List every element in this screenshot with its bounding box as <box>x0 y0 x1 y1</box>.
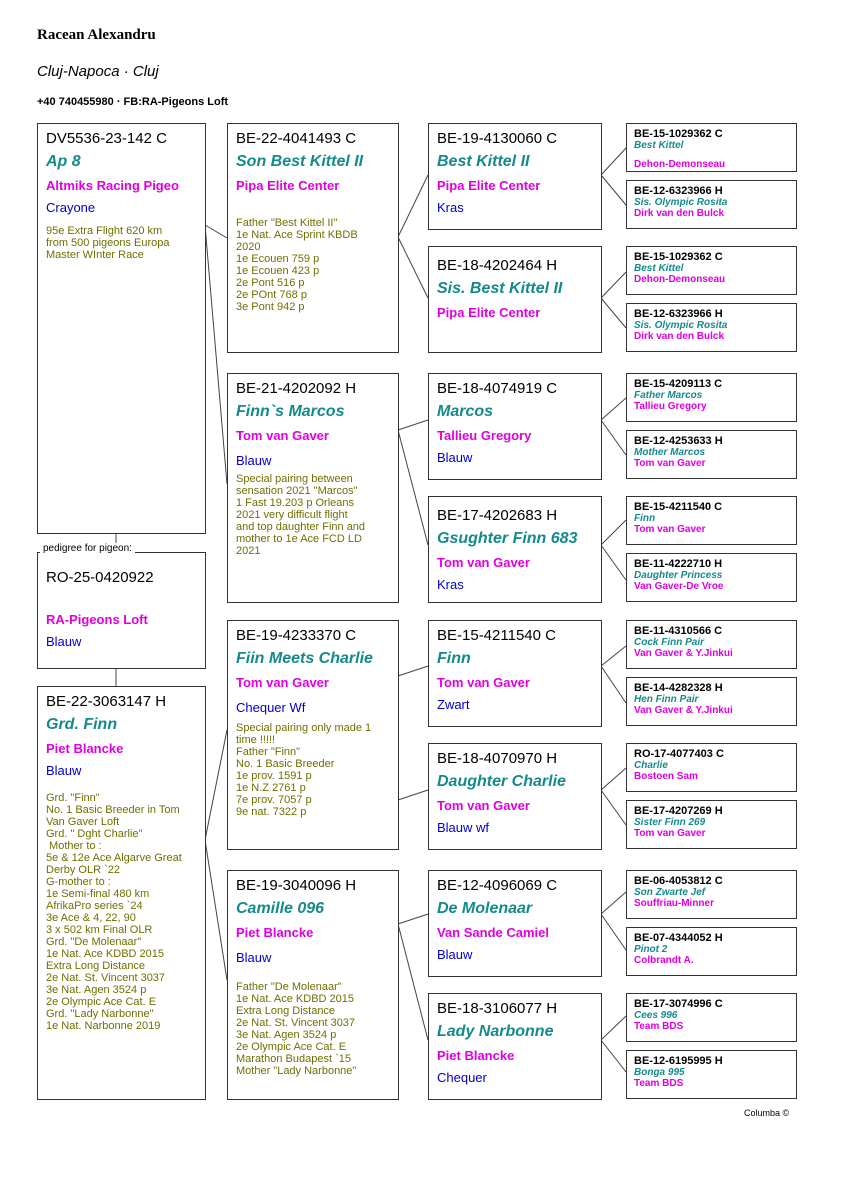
ggp-color: Kras <box>437 577 464 592</box>
grandparent-ring: BE-19-3040096 H <box>236 877 357 894</box>
gggp-name: Best Kittel <box>634 140 684 151</box>
gggp-ring: BE-15-4209113 C <box>634 378 723 390</box>
grandparent-card[interactable] <box>227 620 399 850</box>
great-grandparent-card[interactable] <box>428 496 602 603</box>
grandparent-color: Blauw <box>236 950 272 965</box>
gggp-card[interactable] <box>626 246 797 295</box>
gggp-ring: BE-11-4222710 H <box>634 558 723 570</box>
gggp-name: Sis. Olympic Rosita <box>634 197 728 208</box>
sire-color: Crayone <box>46 200 96 215</box>
gggp-ring: BE-07-4344052 H <box>634 932 723 944</box>
ggp-ring: BE-19-4130060 C <box>437 130 558 147</box>
gggp-card[interactable] <box>626 123 797 172</box>
gggp-name: Mother Marcos <box>634 447 706 458</box>
gggp-breeder: Dehon-Demonseau <box>634 159 726 170</box>
grandparent-ring: BE-22-4041493 C <box>236 130 357 147</box>
ggp-breeder: Van Sande Camiel <box>437 925 549 940</box>
grandparent-breeder: Pipa Elite Center <box>236 178 340 193</box>
ggp-ring: BE-18-3106077 H <box>437 1000 558 1017</box>
ggp-ring: BE-17-4202683 H <box>437 507 558 524</box>
grandparent-notes: Special pairing only made 1 time !!!!! Father "Finn" No. 1 Basic Breeder 1e prov. 1591 p 1e N.Z 2761 p 7e prov. 7057 p 9e nat. 7322 p <box>236 722 372 818</box>
gggp-breeder: Team BDS <box>634 1078 684 1089</box>
grandparent-ring: BE-21-4202092 H <box>236 380 357 397</box>
ggp-ring: BE-15-4211540 C <box>437 627 556 644</box>
ggp-breeder: Pipa Elite Center <box>437 305 541 320</box>
gggp-breeder: Van Gaver & Y.Jinkui <box>634 648 733 659</box>
sire-ring: DV5536-23-142 C <box>46 130 167 147</box>
ggp-color: Kras <box>437 200 464 215</box>
gggp-breeder: Team BDS <box>634 1021 684 1032</box>
dam-card[interactable] <box>37 686 206 1100</box>
owner-location: Cluj-Napoca · Cluj <box>37 63 159 80</box>
ggp-name: Gsughter Finn 683 <box>437 530 578 547</box>
great-grandparent-card[interactable] <box>428 743 602 850</box>
pedigree-label: pedigree for pigeon: <box>40 543 135 554</box>
sire-card[interactable] <box>37 123 206 534</box>
sire-breeder: Altmiks Racing Pigeo <box>46 178 179 193</box>
dam-color: Blauw <box>46 763 82 778</box>
grandparent-name: Son Best Kittel II <box>236 153 364 170</box>
subject-ring: RO-25-0420922 <box>46 569 154 586</box>
ggp-name: Finn <box>437 650 471 667</box>
gggp-breeder: Souffriau-Minner <box>634 898 714 909</box>
ggp-breeder: Tom van Gaver <box>437 675 530 690</box>
ggp-name: De Molenaar <box>437 900 533 917</box>
gggp-name: Cock Finn Pair <box>634 637 705 648</box>
grandparent-name: Fiin Meets Charlie <box>236 650 373 667</box>
owner-name: Racean Alexandru <box>37 27 156 43</box>
gggp-card[interactable] <box>626 927 797 976</box>
gggp-ring: BE-17-4207269 H <box>634 805 723 817</box>
gggp-ring: BE-12-6323966 H <box>634 185 723 197</box>
ggp-name: Lady Narbonne <box>437 1023 554 1040</box>
great-grandparent-card[interactable] <box>428 246 602 353</box>
gggp-breeder: Dirk van den Bulck <box>634 208 725 219</box>
dam-ring: BE-22-3063147 H <box>46 693 167 710</box>
ggp-name: Marcos <box>437 403 494 420</box>
ggp-color: Blauw <box>437 947 473 962</box>
gggp-card[interactable] <box>626 373 797 422</box>
ggp-ring: BE-18-4074919 C <box>437 380 558 397</box>
sire-name: Ap 8 <box>46 153 81 170</box>
dam-name: Grd. Finn <box>46 716 118 733</box>
gggp-breeder: Colbrandt A. <box>634 955 694 966</box>
dam-notes: Grd. "Finn" No. 1 Basic Breeder in Tom Van Gaver Loft Grd. " Dght Charlie" Mother to : 5e & 12e Ace Algarve Great Derby OLR `22 G-mother to : 1e Semi-final 480 km AfrikaPro series `24 3e Ace & 4, 22, 90 3 x 502 km Final OLR Grd. "De Molenaar" 1e Nat. Ace KDBD 2015 Extra Long Distance 2e Nat. St. Vincent 3037 3e Nat. Agen 3524 p 2e Olympic Ace Cat. E Grd. "Lady Narbonne" 1e Nat. Narbonne 2019 <box>46 792 182 1032</box>
ggp-ring: BE-18-4202464 H <box>437 257 558 274</box>
gggp-ring: BE-15-4211540 C <box>634 501 723 513</box>
great-grandparent-card[interactable] <box>428 993 602 1100</box>
gggp-breeder: Bostoen Sam <box>634 771 698 782</box>
great-grandparent-card[interactable] <box>428 123 602 230</box>
grandparent-breeder: Piet Blancke <box>236 925 314 940</box>
gggp-name: Daughter Princess <box>634 570 723 581</box>
gggp-breeder: Dehon-Demonseau <box>634 274 726 285</box>
ggp-ring: BE-18-4070970 H <box>437 750 558 767</box>
gggp-ring: BE-12-4253633 H <box>634 435 723 447</box>
gggp-card[interactable] <box>626 180 797 229</box>
gggp-card[interactable] <box>626 870 797 919</box>
gggp-card[interactable] <box>626 993 797 1042</box>
gggp-card[interactable] <box>626 553 797 602</box>
grandparent-breeder: Tom van Gaver <box>236 675 329 690</box>
gggp-card[interactable] <box>626 1050 797 1099</box>
gggp-name: Best Kittel <box>634 263 684 274</box>
grandparent-notes: Father "Best Kittel II" 1e Nat. Ace Sprint KBDB 2020 1e Ecouen 759 p 1e Ecouen 423 p 2e Pont 516 p 2e POnt 768 p 3e Pont 942 p <box>236 217 358 313</box>
gggp-name: Bonga 995 <box>634 1067 685 1078</box>
gggp-ring: BE-15-1029362 C <box>634 128 723 140</box>
ggp-breeder: Tom van Gaver <box>437 798 530 813</box>
ggp-color: Blauw wf <box>437 820 490 835</box>
gggp-ring: BE-17-3074996 C <box>634 998 723 1010</box>
gggp-breeder: Dirk van den Bulck <box>634 331 725 342</box>
gggp-name: Finn <box>634 513 656 524</box>
subject-breeder: RA-Pigeons Loft <box>46 612 148 627</box>
grandparent-color: Chequer Wf <box>236 700 306 715</box>
gggp-name: Hen Finn Pair <box>634 694 699 705</box>
great-grandparent-card[interactable] <box>428 373 602 480</box>
grandparent-ring: BE-19-4233370 C <box>236 627 357 644</box>
ggp-breeder: Tallieu Gregory <box>437 428 532 443</box>
gggp-ring: BE-15-1029362 C <box>634 251 723 263</box>
gggp-ring: RO-17-4077403 C <box>634 748 724 760</box>
gggp-name: Sister Finn 269 <box>634 817 706 828</box>
grandparent-name: Camille 096 <box>236 900 325 917</box>
gggp-name: Charlie <box>634 760 668 771</box>
gggp-name: Sis. Olympic Rosita <box>634 320 728 331</box>
gggp-card[interactable] <box>626 430 797 479</box>
ggp-breeder: Piet Blancke <box>437 1048 515 1063</box>
gggp-breeder: Tom van Gaver <box>634 458 706 469</box>
grandparent-notes: Special pairing between sensation 2021 "Marcos" 1 Fast 19.203 p Orleans 2021 very difficult flight and top daughter Finn and mother to 1e Ace FCD LD 2021 <box>236 473 366 557</box>
gggp-name: Son Zwarte Jef <box>634 887 706 898</box>
footer-credit: Columba © <box>744 1108 790 1118</box>
gggp-breeder: Tallieu Gregory <box>634 401 707 412</box>
ggp-name: Best Kittel II <box>437 153 530 170</box>
owner-contact: +40 740455980 · FB:RA-Pigeons Loft <box>37 96 229 108</box>
gggp-breeder: Van Gaver-De Vroe <box>634 581 724 592</box>
great-grandparent-card[interactable] <box>428 870 602 977</box>
gggp-name: Father Marcos <box>634 390 703 401</box>
gggp-card[interactable] <box>626 677 797 726</box>
gggp-card[interactable] <box>626 303 797 352</box>
gggp-card[interactable] <box>626 620 797 669</box>
ggp-breeder: Tom van Gaver <box>437 555 530 570</box>
grandparent-card[interactable] <box>227 870 399 1100</box>
ggp-color: Chequer <box>437 1070 487 1085</box>
grandparent-card[interactable] <box>227 123 399 353</box>
ggp-color: Zwart <box>437 697 470 712</box>
subject-color: Blauw <box>46 634 82 649</box>
ggp-name: Daughter Charlie <box>437 773 566 790</box>
gggp-card[interactable] <box>626 800 797 849</box>
gggp-ring: BE-12-6195995 H <box>634 1055 723 1067</box>
subject-card[interactable] <box>37 552 206 669</box>
grandparent-color: Blauw <box>236 453 272 468</box>
gggp-ring: BE-06-4053812 C <box>634 875 723 887</box>
gggp-name: Cees 996 <box>634 1010 678 1021</box>
ggp-breeder: Pipa Elite Center <box>437 178 541 193</box>
gggp-card[interactable] <box>626 743 797 792</box>
ggp-color: Blauw <box>437 450 473 465</box>
gggp-breeder: Tom van Gaver <box>634 828 706 839</box>
ggp-name: Sis. Best Kittel II <box>437 280 563 297</box>
grandparent-card[interactable] <box>227 373 399 603</box>
gggp-card[interactable] <box>626 496 797 545</box>
ggp-ring: BE-12-4096069 C <box>437 877 558 894</box>
grandparent-breeder: Tom van Gaver <box>236 428 329 443</box>
grandparent-name: Finn`s Marcos <box>236 403 345 420</box>
gggp-breeder: Van Gaver & Y.Jinkui <box>634 705 733 716</box>
great-grandparent-card[interactable] <box>428 620 602 727</box>
gggp-name: Pinot 2 <box>634 944 668 955</box>
sire-notes: 95e Extra Flight 620 km from 500 pigeons Europa Master WInter Race <box>46 225 170 261</box>
gggp-ring: BE-12-6323966 H <box>634 308 723 320</box>
gggp-breeder: Tom van Gaver <box>634 524 706 535</box>
dam-breeder: Piet Blancke <box>46 741 124 756</box>
gggp-ring: BE-11-4310566 C <box>634 625 723 637</box>
gggp-ring: BE-14-4282328 H <box>634 682 723 694</box>
grandparent-notes: Father "De Molenaar" 1e Nat. Ace KDBD 2015 Extra Long Distance 2e Nat. St. Vincent 3037 3e Nat. Agen 3524 p 2e Olympic Ace Cat. E Marathon Budapest `15 Mother "Lady Narbonne" <box>236 981 357 1077</box>
